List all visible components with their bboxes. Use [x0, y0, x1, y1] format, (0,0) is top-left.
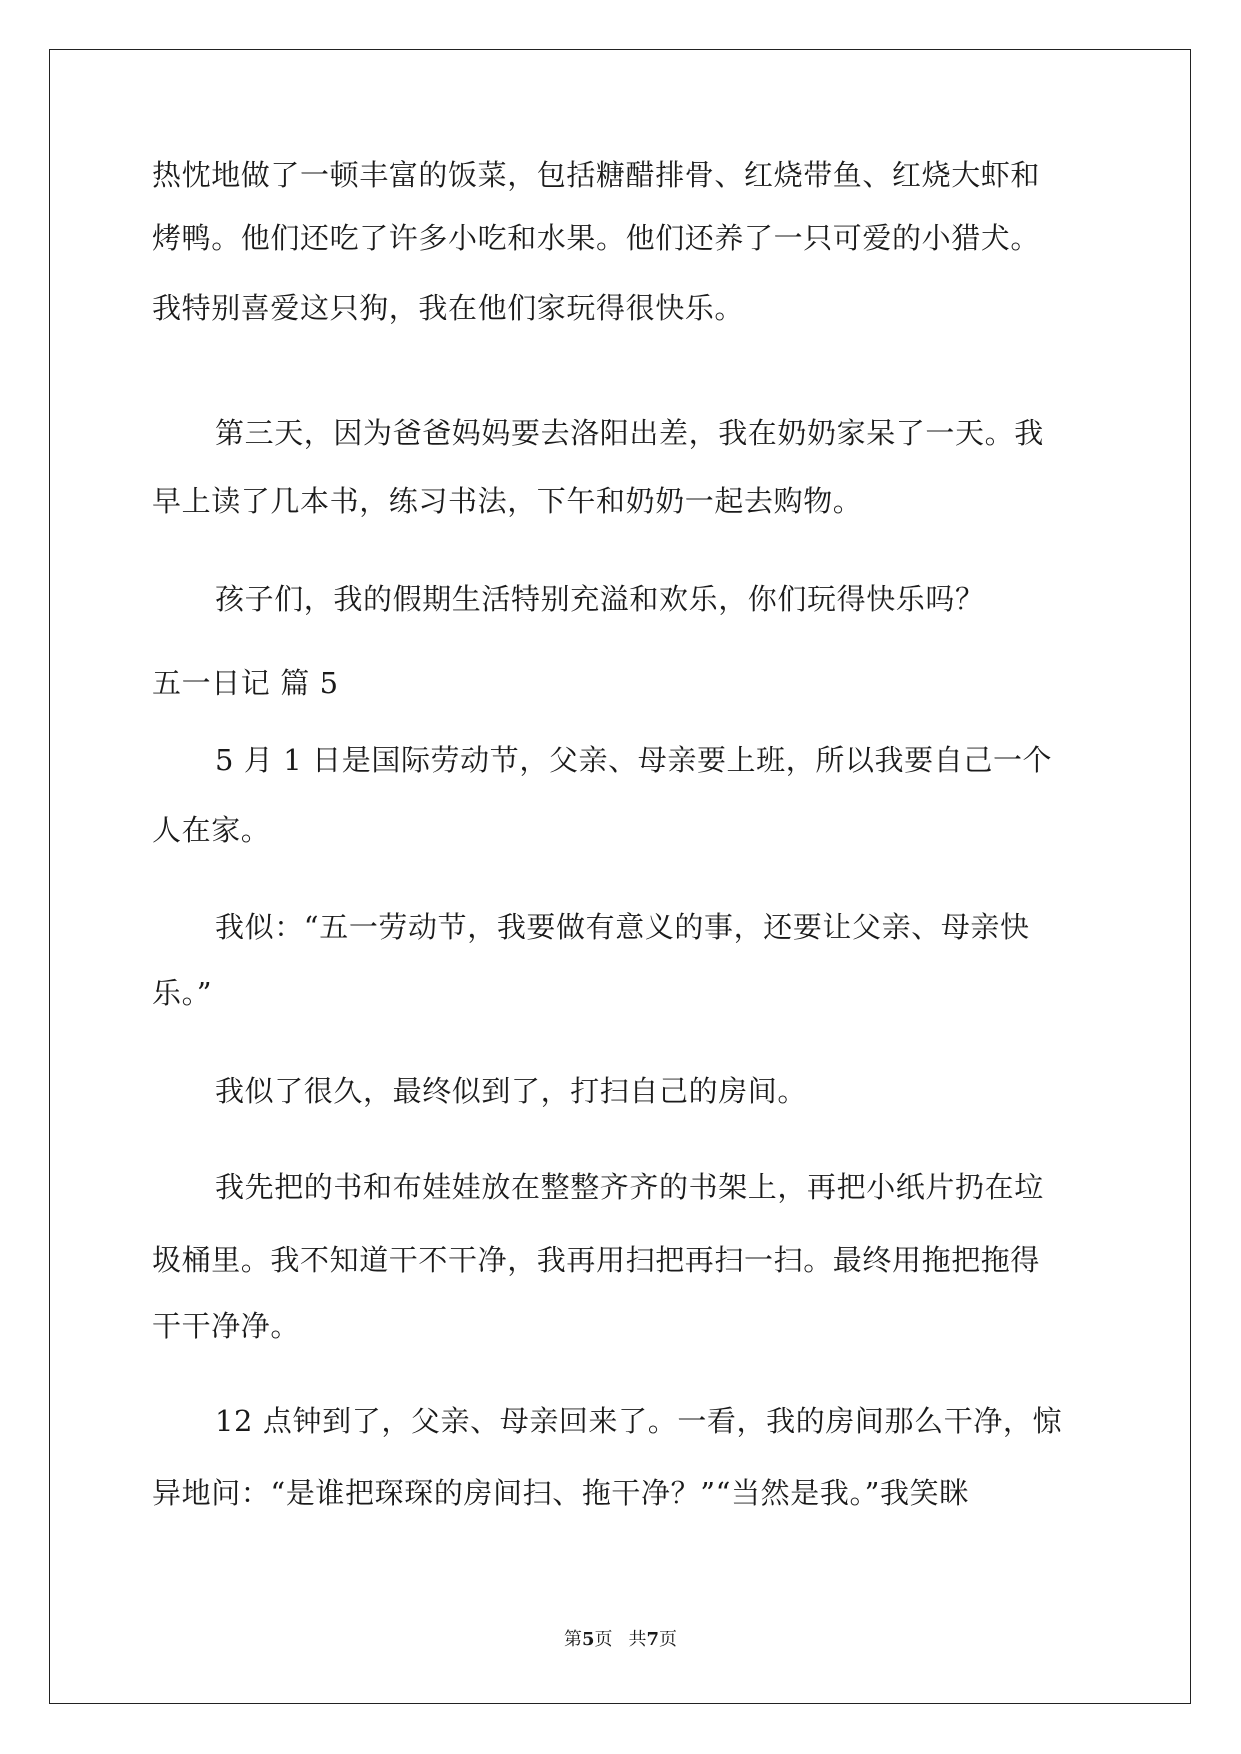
paragraph-start-line: 我似：“五一劳动节，我要做有意义的事，还要让父亲、母亲快	[215, 910, 1030, 944]
paragraph-start-line: 我先把的书和布娃娃放在整整齐齐的书架上，再把小纸片扔在垃	[215, 1170, 1044, 1204]
paragraph-start-line: 第三天，因为爸爸妈妈要去洛阳出差，我在奶奶家呆了一天。我	[215, 416, 1044, 450]
paragraph-start-line: 孩子们，我的假期生活特别充溢和欢乐，你们玩得快乐吗？	[215, 582, 985, 616]
text-line: 干干净净。	[152, 1309, 301, 1343]
text-line: 人在家。	[152, 813, 271, 847]
total-prefix: 共	[628, 1629, 647, 1650]
text-line: 异地问：“是谁把琛琛的房间扫、拖干净？”“当然是我。”我笑眯	[152, 1476, 969, 1510]
page-current: 5	[581, 1629, 595, 1650]
page-total: 7	[646, 1629, 660, 1650]
section-heading: 五一日记 篇 5	[152, 666, 339, 700]
text-line: 烤鸭。他们还吃了许多小吃和水果。他们还养了一只可爱的小猎犬。	[152, 221, 1041, 255]
text-line: 早上读了几本书，练习书法，下午和奶奶一起去购物。	[152, 484, 863, 518]
page-prefix: 第	[563, 1629, 582, 1650]
text-line: 热忱地做了一顿丰富的饭菜，包括糖醋排骨、红烧带鱼、红烧大虾和	[152, 158, 1041, 192]
paragraph-start-line: 我似了很久，最终似到了，打扫自己的房间。	[215, 1074, 808, 1108]
paragraph-start-line: 12 点钟到了，父亲、母亲回来了。一看，我的房间那么干净，惊	[215, 1404, 1063, 1438]
total-suffix: 页	[659, 1629, 678, 1650]
text-line: 圾桶里。我不知道干不干净，我再用扫把再扫一扫。最终用拖把拖得	[152, 1243, 1041, 1277]
page-footer	[0, 1628, 1241, 1652]
page-mid: 页	[594, 1629, 613, 1650]
paragraph-start-line: 5 月 1 日是国际劳动节，父亲、母亲要上班，所以我要自己一个	[215, 743, 1053, 777]
text-line: 乐。”	[152, 976, 213, 1010]
text-line: 我特别喜爱这只狗，我在他们家玩得很快乐。	[152, 291, 745, 325]
